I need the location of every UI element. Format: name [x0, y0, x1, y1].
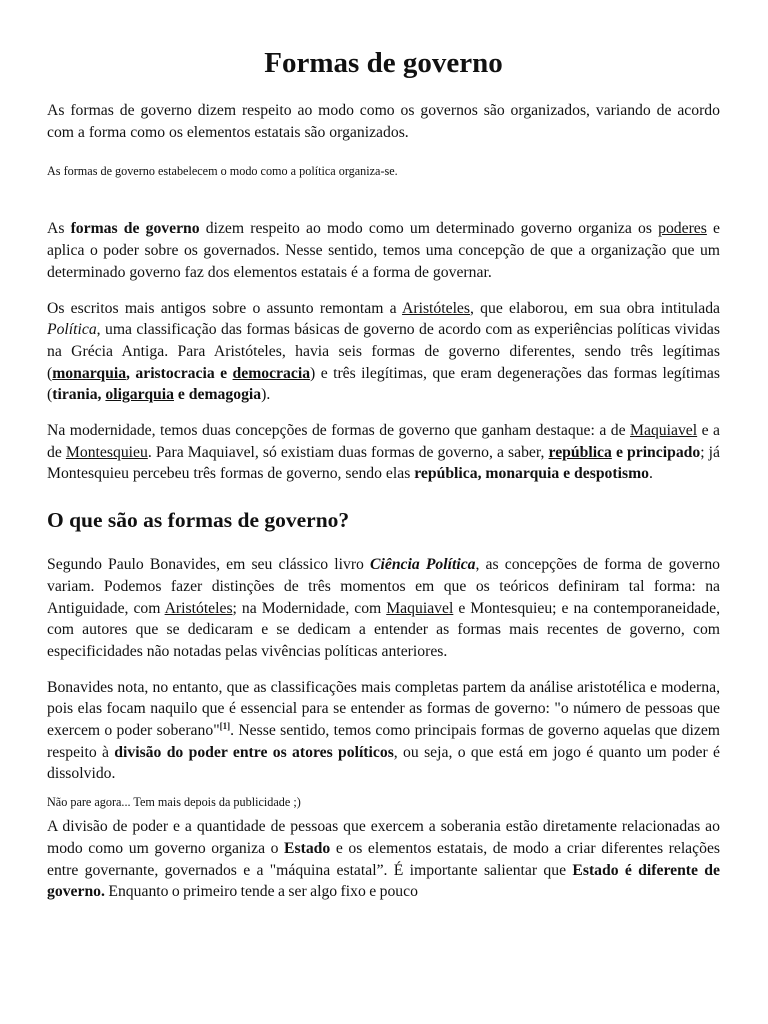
text-run: . — [649, 465, 653, 483]
text-run: Segundo Paulo Bonavides, em seu clássico livro — [47, 556, 364, 574]
footnote-ref[interactable]: [1] — [219, 720, 231, 731]
bold-run: e principado — [615, 443, 701, 461]
text-run: e aplica o poder sobre os governados. Nesse sentido, temos uma concepção de que a organização que um determinado governo faz dos elementos estatais é a forma de governar. — [47, 220, 720, 281]
text-run: Na modernidade, temos duas concepções de formas de governo que ganham destaque: a de — [47, 422, 626, 440]
link-oligarquia[interactable]: oligarquia — [105, 386, 174, 404]
text-run: . Para Maquiavel, só existiam duas formas de governo, a saber, — [147, 443, 545, 461]
italic-book-title: Ciência Política — [370, 556, 476, 574]
text-run: A divisão de poder e a quantidade de pessoas que exercem a soberania estão diretamente relacionadas ao modo como um governo organiza o — [47, 818, 720, 857]
bold-run: Estado — [284, 839, 331, 857]
text-run: na Modernidade, com — [241, 599, 382, 617]
section-heading: O que são as formas de governo? — [47, 508, 350, 533]
intro-paragraph: As formas de governo dizem respeito ao modo como os governos são organizados, variando de acordo com a forma como os elementos estatais são organizados. — [47, 102, 720, 141]
link-poderes[interactable]: poderes — [658, 220, 707, 238]
link-maquiavel-2[interactable]: Maquiavel — [386, 599, 454, 617]
ad-notice: Não pare agora... Tem mais depois da publicidade ;) — [47, 795, 301, 810]
link-montesquieu[interactable]: Montesquieu — [65, 443, 148, 461]
paragraph-classificacoes — [47, 677, 720, 786]
text-run: Bonavides nota, no entanto, que as classificações mais completas partem da análise aristotélica e moderna, pois elas focam naquilo que é essencial para se entender as formas de governo: "o número de pessoas que exercem o poder soberano" — [47, 678, 720, 740]
paragraph-modernidade — [47, 420, 720, 485]
bold-run: tirania, — [52, 386, 102, 404]
link-democracia[interactable]: democracia — [232, 364, 311, 382]
bold-run: e demagogia — [177, 386, 262, 404]
text-run: e Montesquieu; e na contemporaneidade, com autores que se dedicaram e se dedicam a entender as formas mais recentes de governo, com especificidades não notadas pelas vivências políticas anteriores. — [47, 599, 720, 660]
link-maquiavel[interactable]: Maquiavel — [630, 422, 698, 440]
text-run: ) e três ilegítimas, que eram degenerações das formas legítimas ( — [47, 364, 720, 404]
link-republica[interactable]: república — [548, 443, 612, 461]
subtitle-caption: As formas de governo estabelecem o modo como a política organiza-se. — [47, 164, 398, 179]
link-aristoteles-2[interactable]: Aristóteles; — [164, 599, 237, 617]
bold-run: república, monarquia e despotismo — [414, 465, 649, 483]
text-run: , uma classificação das formas básicas de governo de acordo com as experiências políticas vividas na Grécia Antiga. Para Aristóteles, havia seis formas de governo diferentes, sendo três legítimas ( — [47, 321, 720, 382]
page-title: Formas de governo — [264, 47, 503, 79]
bold-run: divisão do poder entre os atores políticos — [114, 743, 394, 761]
text-run: , que elaborou, em sua obra intitulada — [470, 299, 721, 317]
paragraph-aristoteles — [47, 298, 720, 407]
bold-run: , aristocracia e — [126, 364, 228, 382]
bold-run: Estado é diferente de governo. — [47, 861, 720, 901]
link-monarquia[interactable]: monarquia — [52, 364, 127, 382]
link-aristoteles[interactable]: Aristóteles — [402, 299, 470, 317]
text-run: . Nesse sentido, temos como principais formas de governo aquelas que dizem respeito à — [47, 722, 721, 761]
paragraph-divisao — [47, 816, 720, 903]
text-run: Os escritos mais antigos sobre o assunto remontam a — [47, 299, 397, 317]
text-run: Enquanto o primeiro tende a ser algo fixo e pouco — [108, 883, 418, 901]
text-run: As — [47, 220, 65, 238]
text-run: , ou seja, o que está em jogo é quanto um poder é dissolvido. — [47, 743, 720, 783]
text-run: dizem respeito ao modo como um determinado governo organiza os — [205, 220, 652, 238]
text-run: ; já Montesquieu percebeu três formas de governo, sendo elas — [47, 443, 721, 483]
text-run: e os elementos estatais, de modo a criar diferentes relações entre governante, governados e a "máquina estatal”. É importante salientar que — [47, 839, 721, 879]
text-run: , as concepções de forma de governo variam. Podemos fazer distinções de três momentos em que os teóricos definiram tal forma: na Antiguidade, com — [47, 556, 721, 617]
bold-term: formas de governo — [70, 220, 200, 238]
italic-work-title: Política — [47, 321, 97, 339]
paragraph-definition — [47, 218, 720, 283]
text-run: e a de — [47, 422, 720, 461]
text-run: ). — [261, 386, 271, 404]
paragraph-bonavides — [47, 554, 720, 663]
